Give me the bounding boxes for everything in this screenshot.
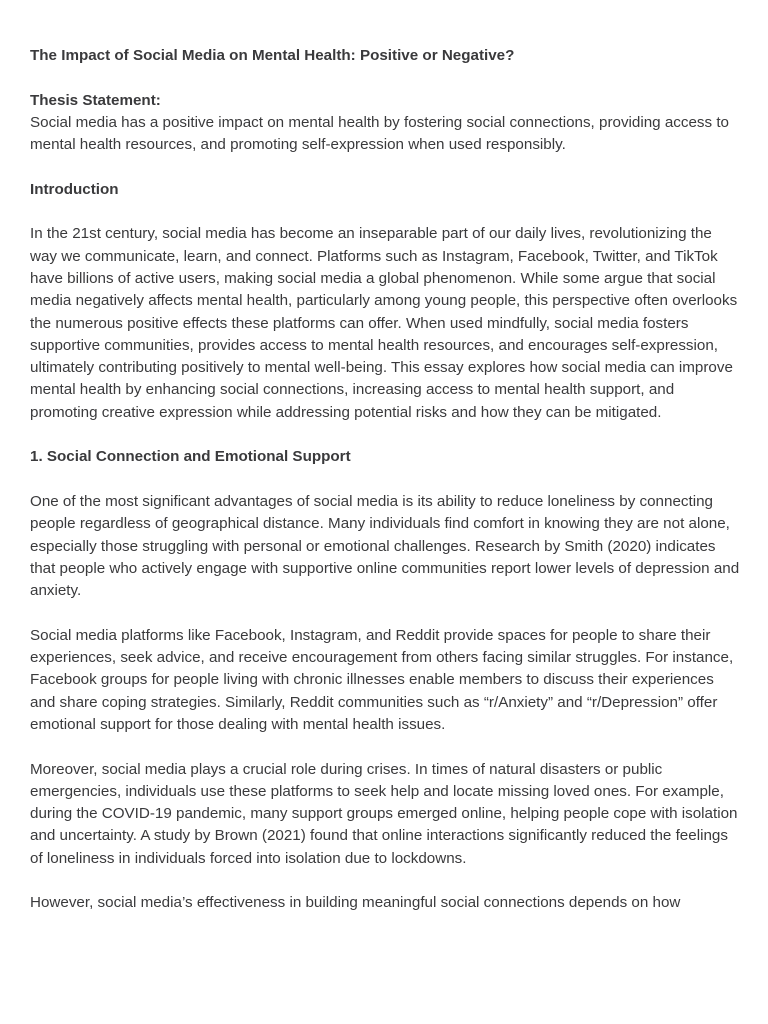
document-body (30, 45, 742, 937)
thesis-heading: Thesis Statement: (30, 91, 161, 109)
introduction-paragraph: In the 21st century, social media has become an inseparable part of our daily lives, revolutionizing the way we communicate, learn, and connect. Platforms such as Instagram, Facebook, Twitter, and TikTok have billions of active users, making social media a global phenomenon. While some argue that social media negatively affects mental health, particularly among young people, this perspective often overlooks the numerous positive effects these platforms can offer. When used mindfully, social media fosters supportive communities, provides access to mental health resources, and encourages self-expression, ultimately contributing positively to mental well-being. This essay explores how social media can improve mental health by enhancing social connections, increasing access to mental health support, and promoting creative expression while addressing potential risks and how they can be mitigated. (30, 225, 738, 421)
thesis-paragraph: Social media has a positive impact on mental health by fostering social connections, providing access to mental health resources, and promoting self-expression when used responsibly. (30, 113, 730, 154)
introduction-heading: Introduction (30, 180, 119, 198)
section-1-paragraph-2: Social media platforms like Facebook, Instagram, and Reddit provide spaces for people to share their experiences, seek advice, and receive encouragement from others facing similar struggles. For instance, Facebook groups for people living with chronic illnesses enable members to discuss their experiences and share coping strategies. Similarly, Reddit communities such as “r/Anxiety” and “r/Depression” offer emotional support for those dealing with mental health issues. (30, 626, 734, 733)
section-1-paragraph-4: However, social media’s effectiveness in building meaningful social connections depends on how (30, 894, 681, 912)
section-1-heading: 1. Social Connection and Emotional Support (30, 448, 351, 466)
document-title: The Impact of Social Media on Mental Health: Positive or Negative? (30, 47, 515, 64)
section-1-paragraph-1: One of the most significant advantages of social media is its ability to reduce loneliness by connecting people regardless of geographical distance. Many individuals find comfort in knowing they are not alone, especially those struggling with personal or emotional challenges. Research by Smith (2020) indicates that people who actively engage with supportive online communities report lower levels of depression and anxiety. (30, 492, 740, 600)
section-1-paragraph-3: Moreover, social media plays a crucial role during crises. In times of natural disasters or public emergencies, individuals use these platforms to seek help and locate missing loved ones. For example, during the COVID-19 pandemic, many support groups emerged online, helping people cope with isolation and uncertainty. A study by Brown (2021) found that online interactions significantly reduced the feelings of loneliness in individuals forced into isolation due to lockdowns. (30, 760, 738, 867)
